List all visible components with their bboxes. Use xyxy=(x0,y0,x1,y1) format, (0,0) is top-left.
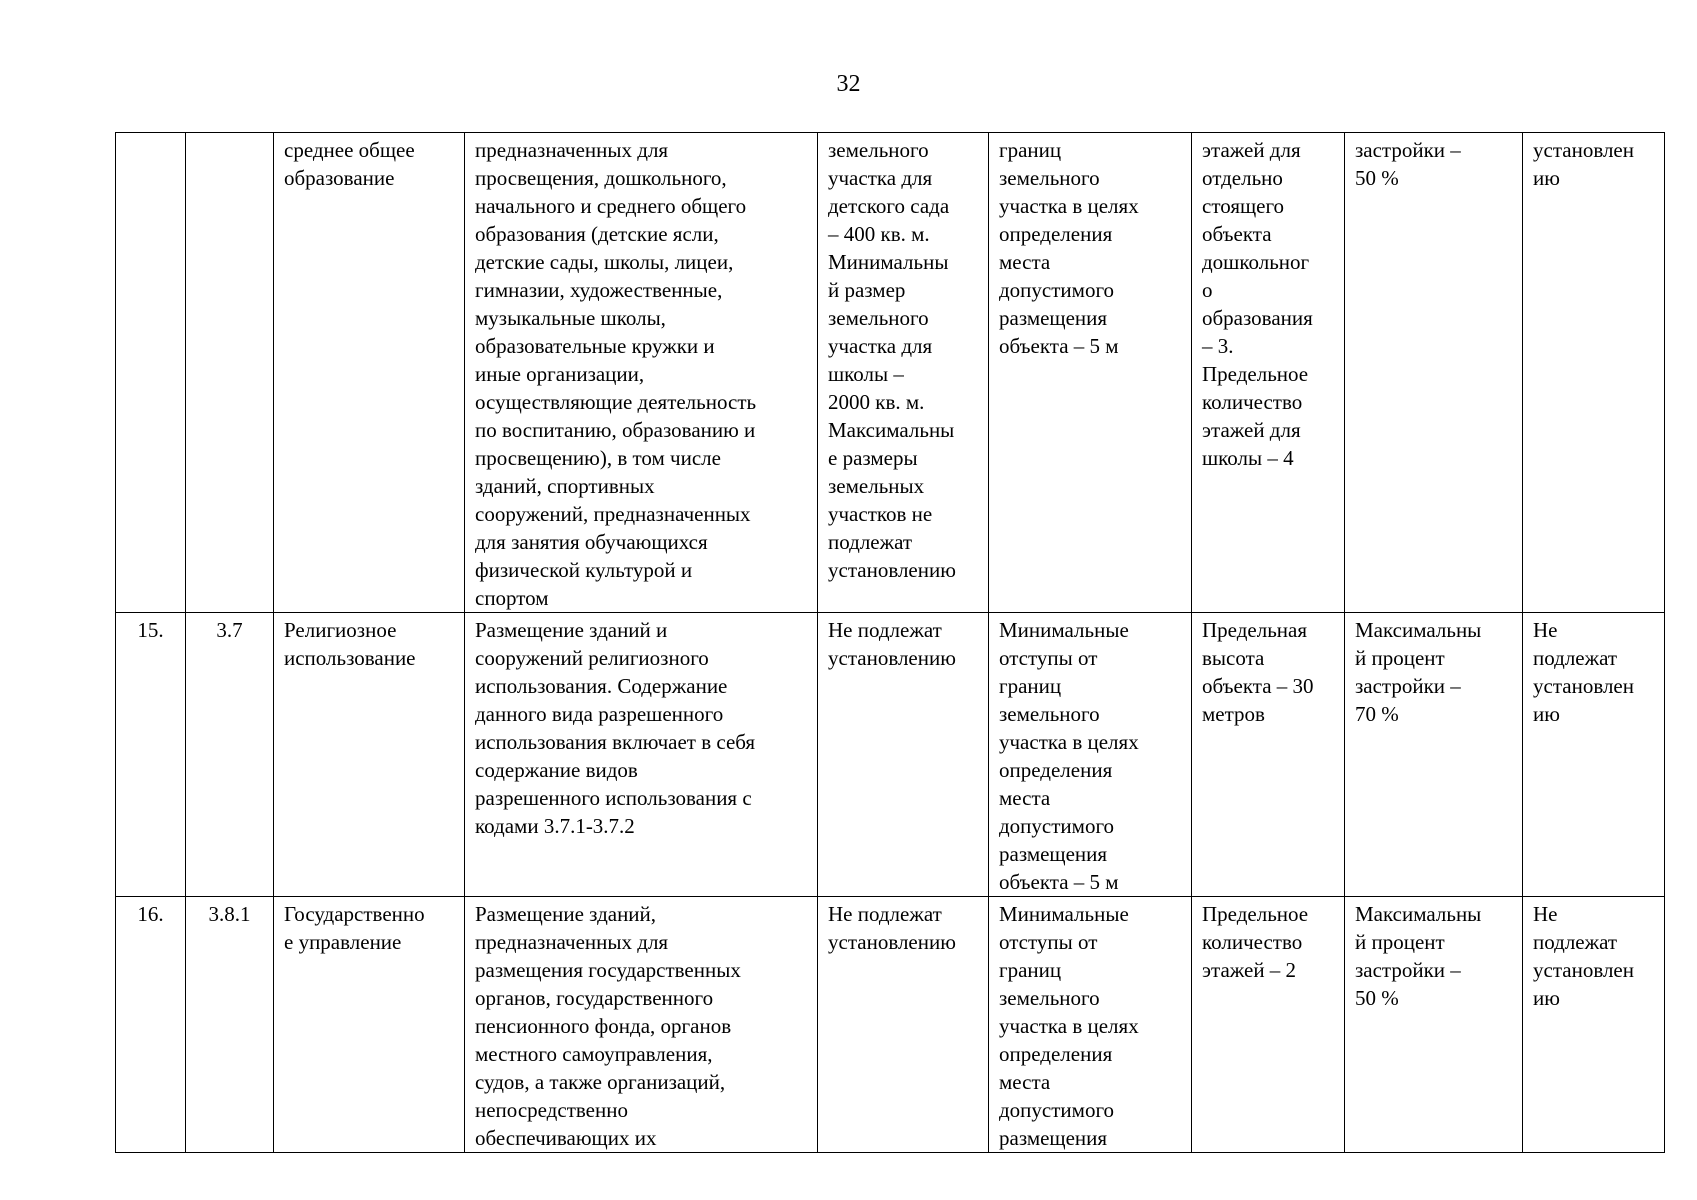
table-row xyxy=(116,613,1665,897)
coverage-cell: Максимальны й процент застройки – 70 % xyxy=(1345,613,1523,897)
row-number-cell: 16. xyxy=(116,897,186,1153)
other-params-cell: Не подлежат установлен ию xyxy=(1523,613,1665,897)
plot-size-cell: Не подлежат установлению xyxy=(818,613,989,897)
use-description-cell: Размещение зданий, предназначенных для размещения государственных органов, государственного пенсионного фонда, органов местного самоуправления, судов, а также организаций, непосредственно обеспечивающих их xyxy=(465,897,818,1153)
plot-size-cell: Не подлежат установлению xyxy=(818,897,989,1153)
use-description-cell: Размещение зданий и сооружений религиозного использования. Содержание данного вида разрешенного использования включает в себя содержание видов разрешенного использования с кодами 3.7.1-3.7.2 xyxy=(465,613,818,897)
setbacks-cell: Минимальные отступы от границ земельного участка в целях определения места допустимого размещения объекта – 5 м xyxy=(989,613,1192,897)
use-name-cell: Религиозное использование xyxy=(274,613,465,897)
coverage-cell: застройки – 50 % xyxy=(1345,133,1523,613)
floors-cell: этажей для отдельно стоящего объекта дошкольног о образования – 3. Предельное количество этажей для школы – 4 xyxy=(1192,133,1345,613)
row-number-cell: 15. xyxy=(116,613,186,897)
plot-size-cell: земельного участка для детского сада – 400 кв. м. Минимальны й размер земельного участка для школы – 2000 кв. м. Максимальны е размеры земельных участков не подлежат установлению xyxy=(818,133,989,613)
use-description-cell: предназначенных для просвещения, дошкольного, начального и среднего общего образования (детские ясли, детские сады, школы, лицеи, гимназии, художественные, музыкальные школы, образовательные кружки и иные организации, осуществляющие деятельность по воспитанию, образованию и просвещению), в том числе зданий, спортивных сооружений, предназначенных для занятия обучающихся физической культурой и спортом xyxy=(465,133,818,613)
use-code-cell: 3.7 xyxy=(186,613,274,897)
floors-cell: Предельная высота объекта – 30 метров xyxy=(1192,613,1345,897)
other-params-cell: Не подлежат установлен ию xyxy=(1523,897,1665,1153)
zoning-regulations-table xyxy=(115,132,1665,1153)
setbacks-cell: границ земельного участка в целях определения места допустимого размещения объекта – 5 м xyxy=(989,133,1192,613)
use-code-cell: 3.8.1 xyxy=(186,897,274,1153)
row-number-cell xyxy=(116,133,186,613)
floors-cell: Предельное количество этажей – 2 xyxy=(1192,897,1345,1153)
table-row xyxy=(116,133,1665,613)
table-row xyxy=(116,897,1665,1153)
page-number: 32 xyxy=(836,71,861,97)
use-code-cell xyxy=(186,133,274,613)
use-name-cell: среднее общее образование xyxy=(274,133,465,613)
setbacks-cell: Минимальные отступы от границ земельного участка в целях определения места допустимого размещения xyxy=(989,897,1192,1153)
other-params-cell: установлен ию xyxy=(1523,133,1665,613)
use-name-cell: Государственно е управление xyxy=(274,897,465,1153)
coverage-cell: Максимальны й процент застройки – 50 % xyxy=(1345,897,1523,1153)
